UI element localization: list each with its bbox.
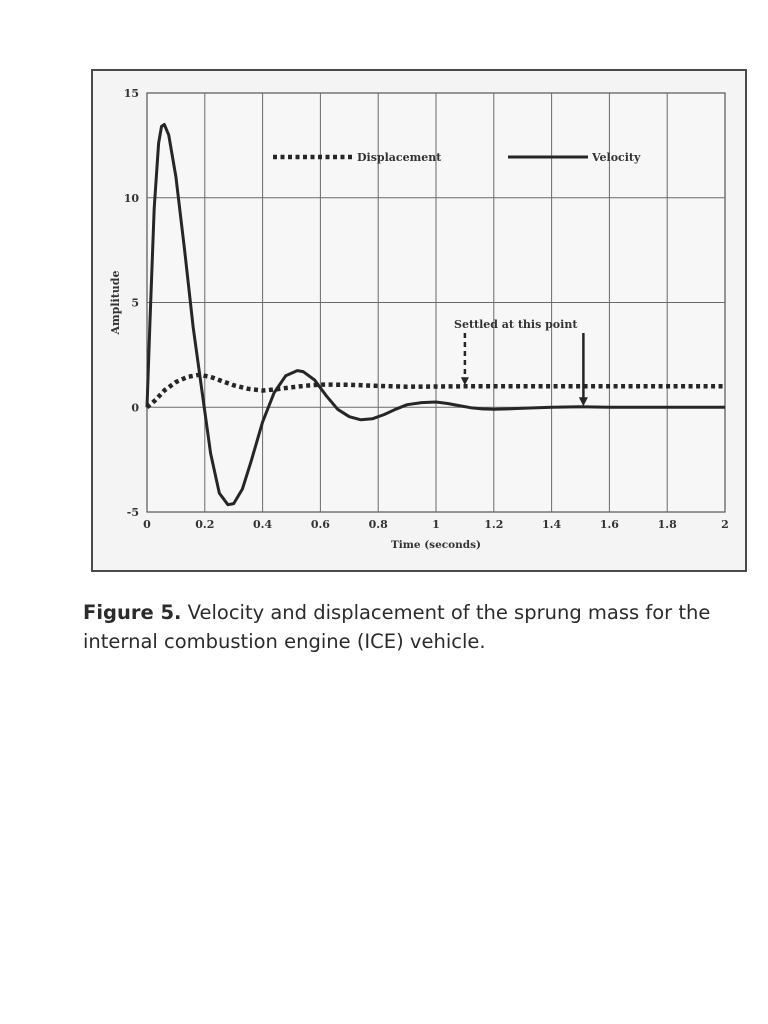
y-tick-label: 15 [123,87,139,100]
x-tick-label: 1.8 [657,518,677,531]
legend-label-displacement: Displacement [357,151,442,164]
figure-caption-text: Velocity and displacement of the sprung mass for the internal combustion engine (ICE) vehicle. [83,601,711,653]
x-tick-label: 1 [432,518,440,531]
x-tick-label: 0.4 [253,518,273,531]
x-tick-label: 1.2 [484,518,504,531]
x-tick-label: 0.2 [195,518,215,531]
y-tick-label: 0 [131,401,139,415]
x-axis-title: Time (seconds) [390,539,482,551]
y-tick-label: 5 [131,296,139,310]
legend-label-velocity: Velocity [592,151,641,164]
figure-label: Figure 5. [83,601,182,624]
figure-frame [91,69,747,572]
chart [93,71,745,570]
x-tick-label: 0.6 [310,518,330,531]
y-tick-label: -5 [126,506,139,519]
x-tick-label: 1.6 [599,518,619,531]
annotation-settled-text: Settled at this point [454,318,578,331]
y-axis-title: Amplitude [109,270,122,335]
x-tick-label: 1.4 [542,518,562,531]
y-tick-label: 10 [123,191,139,205]
x-tick-label: 0.8 [368,518,388,531]
figure-caption [83,598,759,656]
x-tick-label: 0 [143,518,151,531]
x-tick-label: 2 [721,518,729,531]
